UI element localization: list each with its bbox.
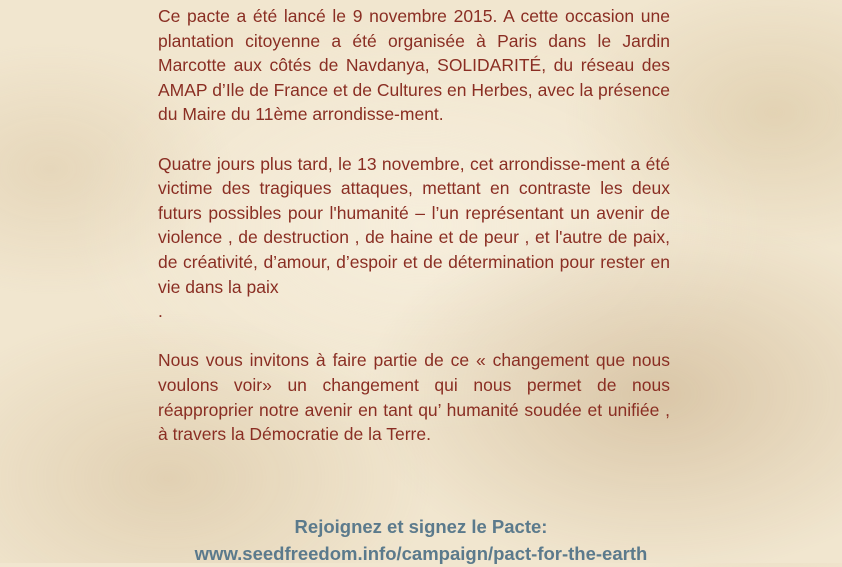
cta-link[interactable]: www.seedfreedom.info/campaign/pact-for-the-earth bbox=[194, 543, 648, 564]
body-text bbox=[158, 4, 670, 471]
paragraph-invitation: Nous vous invitons à faire partie de ce « changement que nous voulons voir» un changement qui nous permet de nous réapproprier notre avenir en tant qu’ humanité soudée et unifiée , à travers la Démocratie de la Terre. bbox=[158, 350, 670, 445]
cta-heading: Rejoignez et signez le Pacte: bbox=[294, 516, 548, 537]
paragraph-launch: Ce pacte a été lancé le 9 novembre 2015. A cette occasion une plantation citoyenne a été organisée à Paris dans le Jardin Marcotte aux côtés de Navdanya, SOLIDARITÉ, du réseau des AMAP d’Ile de France et de Cultures en Herbes, avec la présence du Maire du 11ème arrondisse-ment. bbox=[158, 6, 670, 125]
paragraph-attacks: Quatre jours plus tard, le 13 novembre, cet arrondisse-ment a été victime des tragiques attaques, mettant en contraste les deux futurs possibles pour l'humanité – l’un représentant un avenir de violence , de destruction , de haine et de peur , et l'autre de paix, de créativité, d’amour, d’espoir et de détermination pour rester en vie dans la paix . bbox=[158, 153, 670, 322]
